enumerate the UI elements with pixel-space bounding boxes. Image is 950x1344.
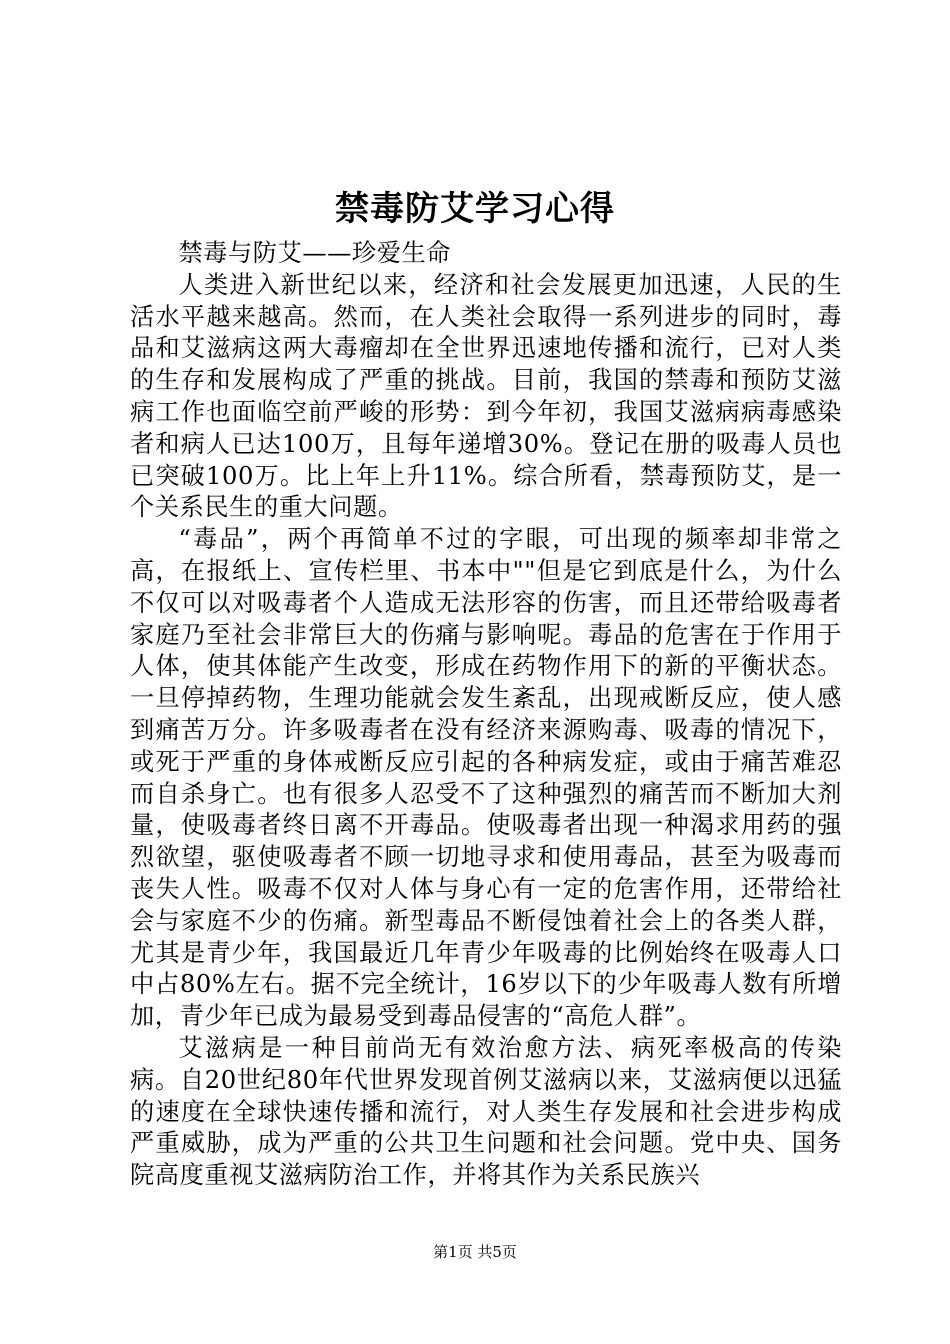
page-title: 禁毒防艾学习心得: [335, 189, 615, 229]
document-body: [130, 238, 842, 1192]
paragraph: 人类进入新世纪以来，经济和社会发展更加迅速，人民的生活水平越来越高。然而，在人类社会取得一系列进步的同时，毒品和艾滋病这两大毒瘤却在全世界迅速地传播和流行，已对人类的生存和发展构成了严重的挑战。目前，我国的禁毒和预防艾滋病工作也面临空前严峻的形势：到今年初，我国艾滋病病毒感染者和病人已达100万，且每年递增30%。登记在册的吸毒人员也已突破100万。比上年上升11%。综合所看，禁毒预防艾，是一个关系民生的重大问题。: [130, 270, 842, 522]
paragraph: 艾滋病是一种目前尚无有效治愈方法、病死率极高的传染病。自20世纪80年代世界发现首例艾滋病以来，艾滋病便以迅猛的速度在全球快速传播和流行，对人类生存发展和社会进步构成严重威胁，成为严重的公共卫生问题和社会问题。党中央、国务院高度重视艾滋病防治工作，并将其作为关系民族兴: [130, 1033, 842, 1190]
paragraph: “毒品”，两个再简单不过的字眼，可出现的频率却非常之高，在报纸上、宣传栏里、书本中""但是它到底是什么，为什么不仅可以对吸毒者个人造成无法形容的伤害，而且还带给吸毒者家庭乃至社会非常巨大的伤痛与影响呢。毒品的危害在于作用于人体，使其体能产生改变，形成在药物作用下的新的平衡状态。一旦停掉药物，生理功能就会发生紊乱，出现戒断反应，使人感到痛苦万分。许多吸毒者在没有经济来源购毒、吸毒的情况下，或死于严重的身体戒断反应引起的各种病发症，或由于痛苦难忍而自杀身亡。也有很多人忍受不了这种强烈的痛苦而不断加大剂量，使吸毒者终日离不开毒品。使吸毒者出现一种渴求用药的强烈欲望，驱使吸毒者不顾一切地寻求和使用毒品，甚至为吸毒而丧失人性。吸毒不仅对人体与身心有一定的危害作用，还带给社会与家庭不少的伤痛。新型毒品不断侵蚀着社会上的各类人群，尤其是青少年，我国最近几年青少年吸毒的比例始终在吸毒人口中占80%左右。据不完全统计，16岁以下的少年吸毒人数有所增加，青少年已成为最易受到毒品侵害的“高危人群”。: [130, 525, 842, 1031]
subtitle: 禁毒与防艾——珍爱生命: [178, 239, 452, 267]
page-footer: 第1页 共5页: [433, 1243, 517, 1261]
